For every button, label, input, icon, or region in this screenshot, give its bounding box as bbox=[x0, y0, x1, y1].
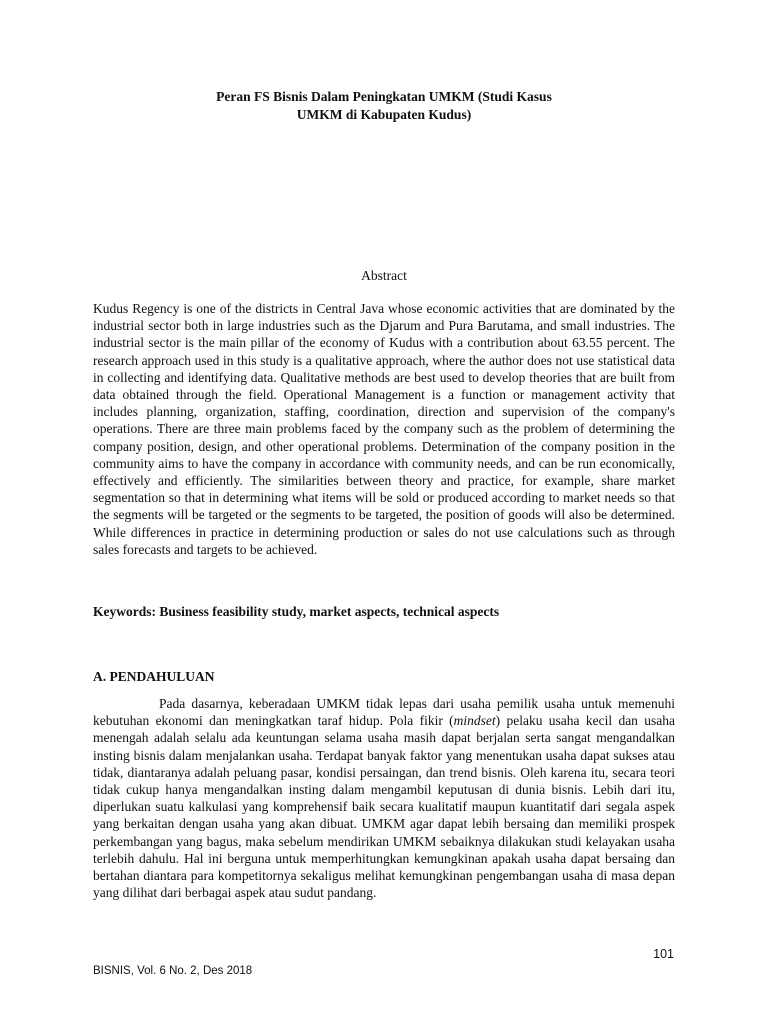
section-text-part-1: Pada dasarnya, keberadaan UMKM tidak lepas dari usaha pemilik usaha untuk memenuhi kebutuhan ekonomi dan meningkatkan taraf hidup. Pola fikir ( bbox=[93, 696, 675, 729]
page-number: 101 bbox=[653, 947, 674, 961]
section-body-pendahuluan bbox=[93, 695, 675, 901]
section-text-italic-term: mindset bbox=[453, 713, 496, 729]
section-heading-pendahuluan: A. PENDAHULUAN bbox=[93, 669, 215, 684]
keywords: Keywords: Business feasibility study, market aspects, technical aspects bbox=[93, 604, 500, 619]
paper-title-line-1: Peran FS Bisnis Dalam Peningkatan UMKM (Studi Kasus bbox=[216, 89, 552, 104]
section-text-part-2: ) pelaku usaha kecil dan usaha menengah adalah selalu ada keuntungan selama usaha masih dapat berjalan serta sangat mengandalkan insting bisnis dalam menjalankan usaha. Terdapat banyak faktor yang menentukan usaha dapat sukses atau tidak, diantaranya adalah peluang pasar, kondisi persaingan, dan trend bisnis. Oleh karena itu, secara teori tidak cukup hanya mengandalkan insting dalam mengambil keputusan di dunia bisnis. Lebih dari itu, diperlukan suatu kalkulasi yang komprehensif baik secara kualitatif maupun kuantitatif dari segala aspek yang berkaitan dengan usaha yang akan dibuat. UMKM agar dapat lebih bersaing dan memiliki prospek perkembangan yang bagus, maka sebelum mendirikan UMKM sebaiknya dilakukan studi kelayakan usaha terlebih dahulu. Hal ini berguna untuk memperhitungkan kemungkinan apakah usaha dapat bersaing dan bertahan diantara para kompetitornya sekaligus melihat kemungkinan pengembangan usaha di masa depan yang dilihat dari berbagai aspek atau sudut pandang. bbox=[93, 713, 675, 901]
journal-footer: BISNIS, Vol. 6 No. 2, Des 2018 bbox=[93, 965, 253, 977]
paper-title bbox=[93, 88, 675, 124]
paper-title-line-2: UMKM di Kabupaten Kudus) bbox=[296, 107, 472, 122]
abstract-body: Kudus Regency is one of the districts in Central Java whose economic activities that are dominated by the industrial sector both in large industries such as the Djarum and Pura Barutama, and small industries. The industrial sector is the main pillar of the economy of Kudus with a contribution about 63.55 percent. The research approach used in this study is a qualitative approach, where the author does not use statistical data in collecting and identifying data. Qualitative methods are best used to develop theories that are built from data obtained through the field. Operational Management is a function or management activity that includes planning, organization, staffing, coordination, direction and supervision of the company's operations. There are three main problems faced by the company such as the problem of determining the company position, design, and other operational problems. Determination of the company position in the community aims to have the company in accordance with community needs, and can be run economically, effectively and efficiently. The similarities between theory and practice, for example, share market segmentation so that in determining what items will be sold or produced according to market needs so that the segments will be targeted or the segments to be targeted, the position of goods will also be determined. While differences in practice in determining production or sales do not use calculations such as through sales forecasts and targets to be achieved. bbox=[93, 301, 675, 557]
abstract-heading: Abstract bbox=[361, 268, 407, 283]
